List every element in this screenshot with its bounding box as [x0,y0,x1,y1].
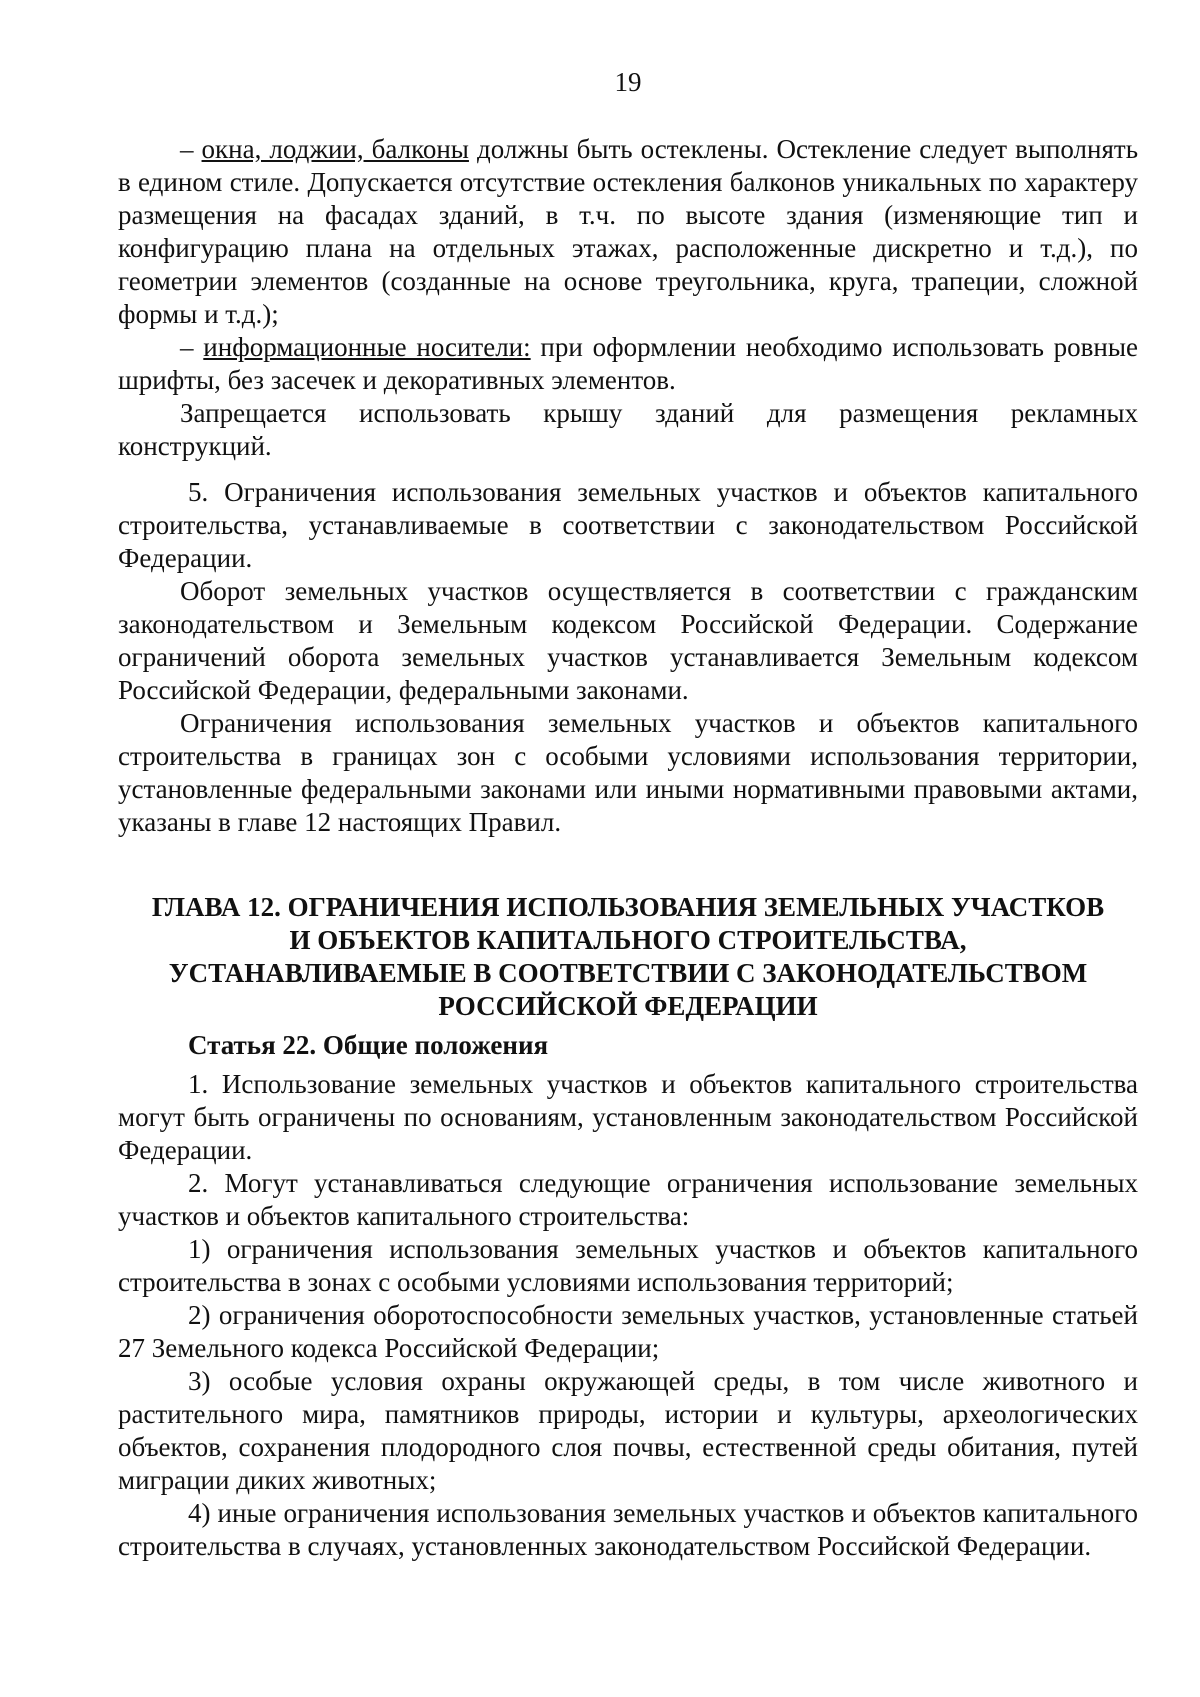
chapter-title-line: ГЛАВА 12. ОГРАНИЧЕНИЯ ИСПОЛЬЗОВАНИЯ ЗЕМЕЛЬНЫХ УЧАСТКОВ [151,892,1105,922]
chapter-title-line: И ОБЪЕКТОВ КАПИТАЛЬНОГО СТРОИТЕЛЬСТВА, [289,925,967,955]
paragraph-text: при оформлении необходимо использовать ровные шрифты, без засечек и декоративных элементов. [118,332,1138,395]
list-item: 2) ограничения оборотоспособности земельных участков, установленные статьей 27 Земельного кодекса Российской Федерации; [118,1300,1138,1363]
list-item: 4) иные ограничения использования земельных участков и объектов капитального строительства в случаях, установленных законодательством Российской Федерации. [118,1498,1138,1561]
paragraph-land-turnover: Оборот земельных участков осуществляется в соответствии с гражданским законодательством и Земельным кодексом Российской Федерации. Содержание ограничений оборота земельных участков устанавливается Земельным кодексом Российской Федерации, федеральными законами. [118,576,1138,705]
paragraph-roof-ban: Запрещается использовать крышу зданий для размещения рекламных конструкций. [118,398,1138,461]
chapter-title-line: РОССИЙСКОЙ ФЕДЕРАЦИИ [438,991,818,1021]
article-paragraph-2: 2. Могут устанавливаться следующие ограничения использование земельных участков и объектов капитального строительства: [118,1168,1138,1231]
paragraph-info-carriers [118,331,1138,397]
page-number: 19 [614,67,642,97]
underlined-term-info-carriers: информационные носители: [203,332,531,362]
list-item: 3) особые условия охраны окружающей среды, в том числе животного и растительного мира, памятников природы, истории и культуры, археологических объектов, сохранения плодородного слоя почвы, естественной среды обитания, путей миграции диких животных; [118,1366,1138,1495]
article-paragraph-1: 1. Использование земельных участков и объектов капитального строительства могут быть ограничены по основаниям, установленным законодательством Российской Федерации. [118,1069,1138,1165]
document-page [118,66,1138,1563]
chapter-title [118,891,1138,1023]
paragraph-restrictions-zones: Ограничения использования земельных участков и объектов капитального строительства в границах зон с особыми условиями использования территории, установленные федеральными законами или иными нормативными правовыми актами, указаны в главе 12 настоящих Правил. [118,708,1138,837]
underlined-term-windows: окна, лоджии, балконы [201,134,469,164]
paragraph-windows [118,133,1138,331]
paragraph-text: должны быть остеклены. Остекление следует выполнять в едином стиле. Допускается отсутствие остекления балконов уникальных по характеру размещения на фасадах зданий, в т.ч. по высоте здания (изменяющие тип и конфигурацию плана на отдельных этажах, расположенные дискретно и т.д.), по геометрии элементов (созданные на основе треугольника, круга, трапеции, сложной формы и т.д.); [118,134,1139,329]
dash: – [180,134,202,164]
chapter-title-line: УСТАНАВЛИВАЕМЫЕ В СООТВЕТСТВИИ С ЗАКОНОДАТЕЛЬСТВОМ [168,958,1088,988]
article-title: Статья 22. Общие положения [188,1030,549,1060]
dash: – [180,332,204,362]
list-item: 1) ограничения использования земельных участков и объектов капитального строительства в зонах с особыми условиями использования территорий; [118,1234,1138,1297]
section-5-heading: 5. Ограничения использования земельных участков и объектов капитального строительства, устанавливаемые в соответствии с законодательством Российской Федерации. [118,477,1138,573]
